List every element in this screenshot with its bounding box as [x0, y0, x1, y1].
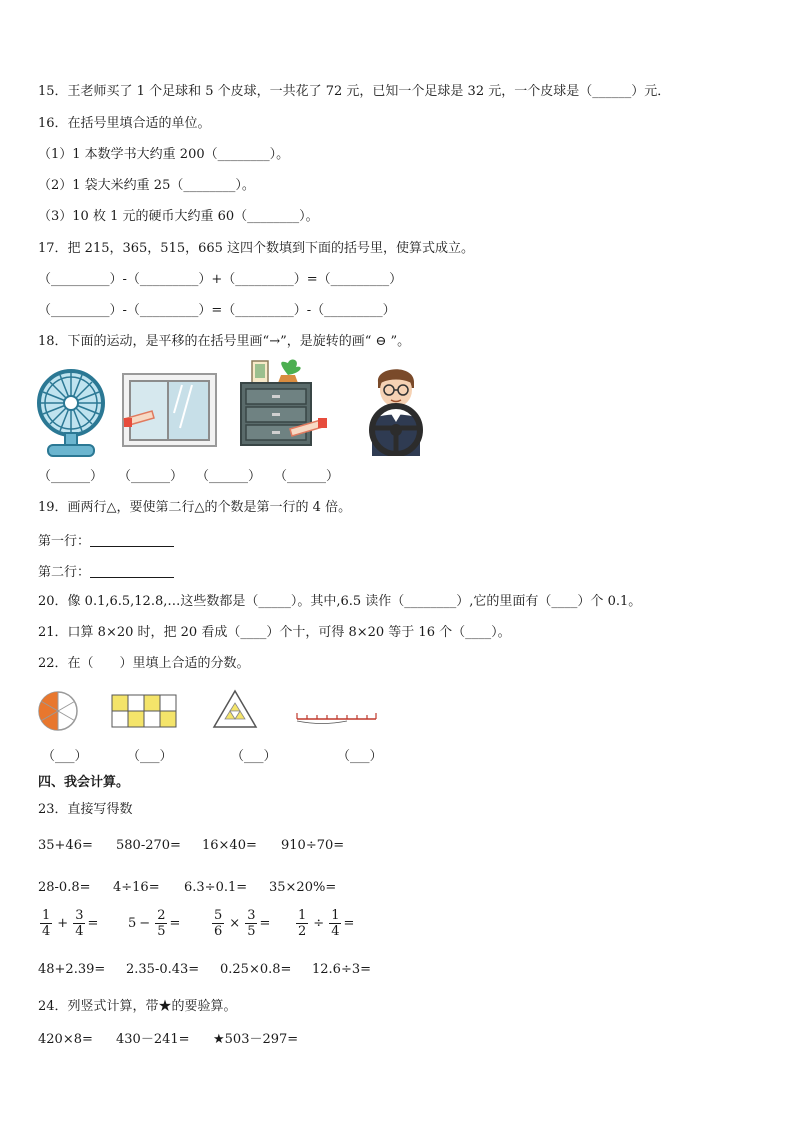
question-22-blank-3[interactable]: （___） [231, 749, 277, 764]
calc-item: 16×40= [202, 838, 257, 853]
row-2-answer-line[interactable] [90, 563, 174, 578]
triangle-fraction-figure [212, 689, 258, 729]
calc-item: 48+2.39= [38, 962, 106, 977]
question-15: 15．王老师买了 1 个足球和 5 个皮球，一共花了 72 元，已知一个足球是 32 元，一个皮球是（______）元． [38, 84, 671, 99]
calc-item: 420×8= [38, 1032, 93, 1047]
question-23-stem: 23．直接写得数 [38, 802, 133, 817]
question-17-line-1: （_________）-（_________）+（_________）=（_________） [38, 272, 403, 287]
section-4-title: 四、我会计算。 [38, 775, 130, 790]
row-1-answer-line[interactable] [90, 532, 174, 547]
question-19-stem: 19．画两行△，要使第二行△的个数是第一行的 4 倍。 [38, 500, 352, 515]
question-16-item-3: （3）10 枚 1 元的硬币大约重 60（________）。 [38, 209, 319, 224]
number-line-figure [296, 708, 378, 726]
drawer-cabinet-image [238, 357, 330, 447]
question-16-item-2: （2）1 袋大米约重 25（________）。 [38, 178, 255, 193]
sliding-window-image [122, 373, 218, 448]
fraction-calc-item-4: $\frac{1}{2}$ ÷ $\frac{1}{4}$ = [298, 908, 355, 939]
calc-item: 430－241= [116, 1032, 190, 1047]
row-1-label: 第一行： [38, 534, 91, 549]
question-22-blank-2[interactable]: （___） [127, 749, 173, 764]
question-17-stem: 17．把 215，365，515，665 这四个数填到下面的括号里，使算式成立。 [38, 241, 475, 256]
question-18-blank-2[interactable]: （______） [118, 469, 184, 484]
question-21: 21．口算 8×20 时，把 20 看成（____）个十，可得 8×20 等于 16 个（____）。 [38, 625, 511, 640]
row-2-label: 第二行： [38, 565, 91, 580]
calc-item: ★503－297= [213, 1032, 299, 1047]
calc-item: 28-0.8= [38, 880, 91, 895]
question-22-blank-1[interactable]: （___） [42, 749, 88, 764]
fraction: $\frac{3}{4}$ [75, 908, 84, 939]
calc-item: 12.6÷3= [312, 962, 372, 977]
fraction: $\frac{1}{2}$ [298, 908, 307, 939]
question-16-stem: 16．在括号里填合适的单位。 [38, 116, 211, 131]
steering-wheel-driver-image [364, 362, 428, 456]
fraction-calc-item-2: 5 − $\frac{2}{5}$ = [128, 908, 181, 939]
question-19-row-1 [38, 532, 174, 551]
calc-item: 6.3÷0.1= [184, 880, 248, 895]
question-18-blank-3[interactable]: （______） [196, 469, 262, 484]
fraction: $\frac{1}{4}$ [331, 908, 340, 939]
circle-fraction-figure [37, 690, 79, 732]
question-16-item-1: （1）1 本数学书大约重 200（________）。 [38, 147, 290, 162]
calc-item: 35×20%= [269, 880, 337, 895]
calc-item: 580-270= [116, 838, 181, 853]
calc-item: 910÷70= [281, 838, 345, 853]
fraction-calc-item-1: $\frac{1}{4}$ + $\frac{3}{4}$ = [42, 908, 99, 939]
fraction: $\frac{3}{5}$ [247, 908, 256, 939]
fraction-calc-item-3: $\frac{5}{6}$ × $\frac{3}{5}$ = [214, 908, 271, 939]
question-18-blank-1[interactable]: （______） [38, 469, 104, 484]
question-18-stem: 18．下面的运动，是平移的在括号里画“→”，是旋转的画“ ⊖ ”。 [38, 334, 411, 349]
fraction: $\frac{1}{4}$ [42, 908, 51, 939]
question-22-stem: 22．在（ ）里填上合适的分数。 [38, 656, 250, 671]
electric-fan-image [36, 365, 108, 460]
question-17-line-2: （_________）-（_________）=（_________）-（_________） [38, 303, 396, 318]
grid-fraction-figure [111, 694, 177, 728]
question-18-blank-4[interactable]: （______） [274, 469, 340, 484]
question-20: 20．像 0.1,6.5,12.8,…这些数都是（_____）。其中,6.5 读作（________）,它的里面有（____）个 0.1。 [38, 594, 642, 609]
question-19-row-2 [38, 563, 174, 582]
fraction: $\frac{2}{5}$ [157, 908, 166, 939]
calc-item: 4÷16= [113, 880, 160, 895]
question-24-stem: 24．列竖式计算，带★的要验算。 [38, 999, 237, 1014]
question-22-blank-4[interactable]: （___） [337, 749, 383, 764]
calc-item: 0.25×0.8= [220, 962, 292, 977]
calc-item: 2.35-0.43= [126, 962, 200, 977]
calc-item: 35+46= [38, 838, 93, 853]
fraction: $\frac{5}{6}$ [214, 908, 223, 939]
